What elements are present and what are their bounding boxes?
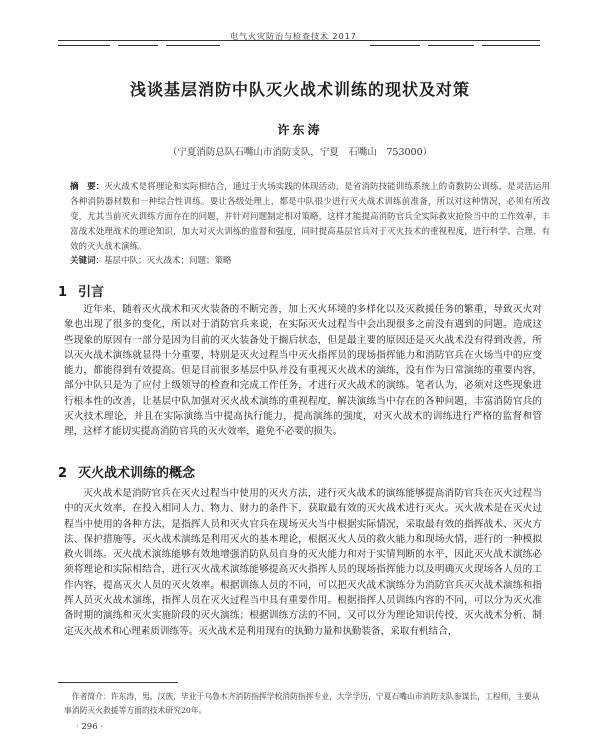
abstract-text: 灭火战术是将理论和实际相结合，通过于火场实践的体现活动，是省消防技能训练系统上的奇数防公训练，是灵活运用各种消防器材数和一种综合性训练。要让各级处理上，都是中队很少进行灭火战术训练前准备，所以对这种情况，必须有所改变，尤其当前灭火训练方面存在的问题，并针对问题制定相对策略，这样才能提高消防官兵全实际救灾抢险当中的工作效率，丰富战术处理战术的理论知识，加大对灭火训练的监督和强度，同时提高基层官兵对于灭火技术的重视程度，进行科学、合理、有效的灭火战术演练。: [70, 182, 550, 252]
section-number: 2: [58, 466, 68, 481]
header-dash: [428, 45, 474, 46]
footnote: 作者简介：许东涛，男，汉族，毕业于乌鲁木齐消防指挥学校消防指挥专业，大学学历，宁夏石嘴山市消防支队参谋长，工程师，主要从事消防灭火救援等方面的技术研究20年。: [64, 692, 540, 715]
keywords: [70, 254, 550, 266]
section-heading-1: [58, 281, 104, 300]
author-name: 许东涛: [277, 123, 323, 137]
keywords-label: 关键词：: [70, 256, 105, 266]
paper-title: 浅谈基层消防中队灭火战术训练的现状及对策: [129, 80, 470, 99]
author-affiliation: （宁夏消防总队石嘴山市消防支队，宁夏 石嘴山 753000）: [167, 147, 433, 158]
journal-header: 电气火灾防治与检查技术 2017: [230, 32, 357, 41]
header-dash: [166, 45, 220, 46]
section-title: 引言: [78, 285, 105, 300]
keywords-text: 基层中队；灭火战术；问题；策略: [104, 256, 232, 266]
header-dash: [482, 45, 540, 46]
section-1-body: 近年来，随着灭火战术和灭火装备的不断完善，加上灭火环境的多样化以及灭救援任务的繁重，导致灭火对象也出现了很多的变化，所以对于消防官兵来说，在实际灭火过程当中会出现很多之前没有遇到的问题。造成这些现象的原因有一部分是因为目前的灭火装备处于搁后状态，但是最主要的原因还是灭火战术没有得到改善，所以灭火战术演练就显得十分重要，特别是灭火过程当中灭火指挥员的现场指挥能力和消防官兵在火场当中的应变能力，都能得到有效提高。但是目前很多基层中队并没有重视灭火战术的演练，没有作为日常演练的重要内容，部分中队只是为了应付上级领导的检查和完成工作任务，才进行灭火战术的演练。笔者认为，必须对这些现象进行根本性的改善，让基层中队加强对灭火战术演练的重视程度，解决演练当中存在的各种问题，丰富消防官兵的灭火技术理论，并且在实际演练当中提高执行能力，提高演练的强度，对灭火战术的训练进行严格的监督和管理，这样才能切实提高消防官兵的灭火效率，避免不必要的损失。: [64, 304, 542, 438]
header-dash: [58, 45, 110, 46]
abstract: [70, 180, 550, 255]
header-dash: [370, 45, 420, 46]
header-dash: [118, 45, 158, 46]
section-2-body: 灭火战术是消防官兵在灭火过程当中使用的灭火方法，进行灭火战术的演练能够提高消防官兵在灭火过程当中的灭火效率，在投入相同人力、物力、财力的条件下，获取最有效的灭火战术进行灭火。灭火战术是在灭火过程当中使用的各种方法，是指挥人员和灭火官兵在现场灭火当中根据实际情况，采取最有效的指挥战术、灭火方法、保护措施等。灭火战术演练是利用灭火的基本理论，根据灭火人员的救火能力和现场火情，进行的一种模拟救火训练。灭火战术演练能够有效地增强消防队员自身的灭火能力和对于实情判断的水平，因此灭火战术演练必须将理论和实际相结合，进行灭火战术演练能够提高灭火指挥人员的现场指挥能力以及明确灭火现场各人员的工作内容，提高灭火人员的灭火效率。根据训练人员的不同，可以把灭火战术演练分为消防官兵灭火战术演练和指挥人员灭火战术演练，指挥人员在灭火过程当中具有重要作用。根据指挥人员训练内容的不同，可以分为灭火准备时期的演练和灭火实施阶段的灭火演练；根据训练方法的不同，又可以分为理论知识传授、灭火战术分析、制定灭火战术和心理素质训练等。灭火战术是利用现有的执勤力量和执勤装备，采取有机结合，: [64, 488, 542, 637]
section-heading-2: [58, 462, 195, 481]
abstract-label: 摘 要：: [70, 182, 105, 192]
footnote-rule: [58, 682, 178, 683]
page-number: · 296 ·: [76, 722, 104, 732]
section-number: 1: [58, 285, 68, 300]
section-title: 灭火战术训练的概念: [78, 466, 196, 481]
